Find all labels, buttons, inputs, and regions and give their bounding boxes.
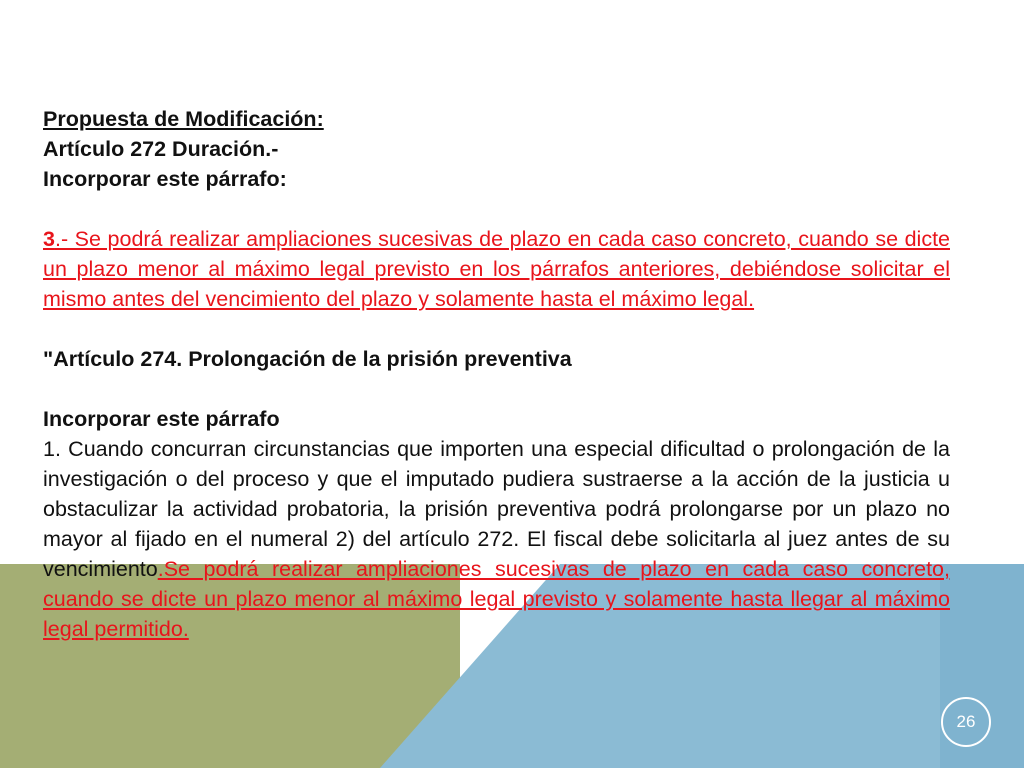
article-272-title: Artículo 272 Duración.- [43, 137, 279, 161]
paragraph-1-text: 1. Cuando concurran circunstancias que importen una especial dificultad o prolongación de la investigación o del proceso y que el imputado pudiera sustraerse a la acción de la justicia u obstaculizar la actividad probatoria, la prisión preventiva podrá prolongarse por un plazo no mayor al fijado en el numeral 2) del artículo 272. El fiscal debe solicitarla al juez antes de su vencimiento [43, 437, 950, 581]
paragraph-3 [43, 224, 950, 314]
paragraph-3-text: .- Se podrá realizar ampliaciones sucesivas de plazo en cada caso concreto, cuando se dicte un plazo menor al máximo legal previsto en los párrafos anteriores, debiéndose solicitar el mismo antes del vencimiento del plazo y solamente hasta el máximo legal. [43, 227, 950, 311]
article-274-title: "Artículo 274. Prolongación de la prisión preventiva [43, 347, 572, 371]
incorporate-label-2: Incorporar este párrafo [43, 407, 280, 431]
spacer [43, 194, 950, 224]
spacer [43, 374, 950, 404]
incorporate-label-1: Incorporar este párrafo: [43, 167, 287, 191]
paragraph-3-number: 3 [43, 227, 55, 251]
slide-heading: Propuesta de Modificación: [43, 107, 324, 131]
slide-content [43, 104, 950, 644]
paragraph-1-red-text: .Se podrá realizar ampliaciones sucesivas de plazo en cada caso concreto, cuando se dicte un plazo menor al máximo legal previsto y solamente hasta llegar al máximo legal permitido. [43, 557, 950, 641]
paragraph-1 [43, 434, 950, 644]
spacer [43, 314, 950, 344]
page-number-badge: 26 [941, 697, 991, 747]
